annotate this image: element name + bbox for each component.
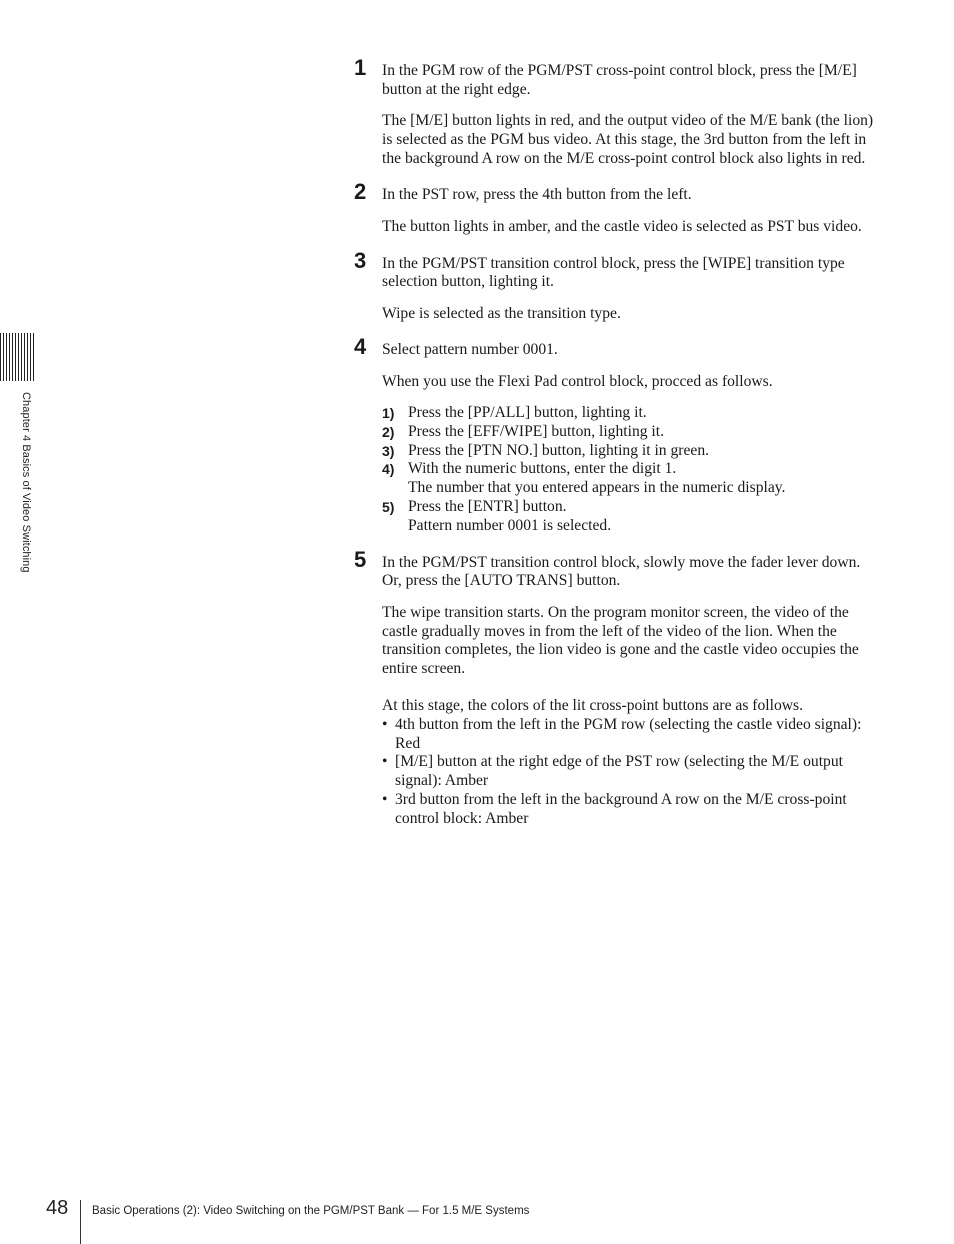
- step-number: 2: [354, 179, 367, 205]
- substep-line: Press the [PP/ALL] button, lighting it.: [408, 404, 647, 422]
- substep-number: 3): [382, 442, 395, 459]
- step-result: When you use the Flexi Pad control block, procced as follows.: [382, 372, 773, 390]
- step-5: [354, 546, 874, 829]
- substep-list: [382, 404, 874, 536]
- substep-3: [382, 442, 874, 461]
- step-result: The wipe transition starts. On the program monitor screen, the video of the castle gradually moves in from the left of the video of the lion. When the transition completes, the lion video is gone and the castle video occupies the entire screen.: [382, 603, 859, 678]
- substep-4: [382, 460, 874, 498]
- step-instruction: Select pattern number 0001.: [382, 341, 558, 359]
- bullet-item: [382, 716, 874, 754]
- substep-5: [382, 498, 874, 536]
- main-content: [354, 55, 874, 829]
- substep-line: Press the [PTN NO.] button, lighting it in green.: [408, 441, 710, 459]
- substep-line: The number that you entered appears in the numeric display.: [408, 479, 786, 497]
- step-3: [354, 247, 874, 324]
- step-result: The button lights in amber, and the castle video is selected as PST bus video.: [382, 217, 862, 235]
- substep-number: 1): [382, 405, 395, 422]
- bullet-text: 4th button from the left in the PGM row (selecting the castle video signal): Red: [395, 715, 862, 752]
- substep-number: 5): [382, 499, 395, 516]
- step-instruction: In the PGM/PST transition control block, slowly move the fader lever down. Or, press the [AUTO TRANS] button.: [382, 553, 861, 590]
- substep-2: [382, 423, 874, 442]
- substep-number: 4): [382, 461, 395, 478]
- substep-line: With the numeric buttons, enter the digit 1.: [408, 460, 677, 478]
- step-4: [354, 334, 874, 535]
- step-result: Wipe is selected as the transition type.: [382, 304, 621, 322]
- page-number: 48: [46, 1197, 69, 1219]
- chapter-tab-marker: [0, 333, 36, 381]
- note-intro: At this stage, the colors of the lit cross-point buttons are as follows.: [382, 696, 803, 714]
- substep-number: 2): [382, 423, 395, 440]
- substep-line: Press the [EFF/WIPE] button, lighting it.: [408, 422, 664, 440]
- bullet-text: 3rd button from the left in the background A row on the M/E cross-point control block: Amber: [395, 790, 847, 827]
- step-1: [354, 55, 874, 168]
- bullet-item: [382, 753, 874, 791]
- bullet-icon: •: [382, 715, 388, 733]
- step-2: [354, 179, 874, 236]
- step-number: 4: [354, 334, 367, 360]
- step-instruction: In the PGM row of the PGM/PST cross-point control block, press the [M/E] button at the right edge.: [382, 62, 857, 98]
- step-number: 5: [354, 546, 367, 572]
- bullet-icon: •: [382, 790, 388, 808]
- footer-divider: [80, 1200, 81, 1244]
- step-result: The [M/E] button lights in red, and the output video of the M/E bank (the lion) is selected as the PGM bus video. At this stage, the 3rd button from the left in the background A row on the M/E cross-point control block also lights in red.: [382, 112, 874, 167]
- step-number: 1: [354, 55, 367, 80]
- step-number: 3: [354, 247, 367, 273]
- substep-line: Press the [ENTR] button.: [408, 498, 567, 516]
- substep-line: Pattern number 0001 is selected.: [408, 516, 612, 534]
- bullet-text: [M/E] button at the right edge of the PST row (selecting the M/E output signal): Amber: [395, 753, 843, 790]
- bullet-item: [382, 791, 874, 829]
- bullet-icon: •: [382, 753, 388, 771]
- step-instruction: In the PST row, press the 4th button from the left.: [382, 186, 692, 204]
- running-footer: Basic Operations (2): Video Switching on the PGM/PST Bank — For 1.5 M/E Systems: [92, 1205, 530, 1217]
- chapter-side-label: Chapter 4 Basics of Video Switching: [20, 392, 32, 573]
- bullet-list: [382, 716, 874, 829]
- step-instruction: In the PGM/PST transition control block, press the [WIPE] transition type selection button, lighting it.: [382, 254, 845, 291]
- substep-1: [382, 404, 874, 423]
